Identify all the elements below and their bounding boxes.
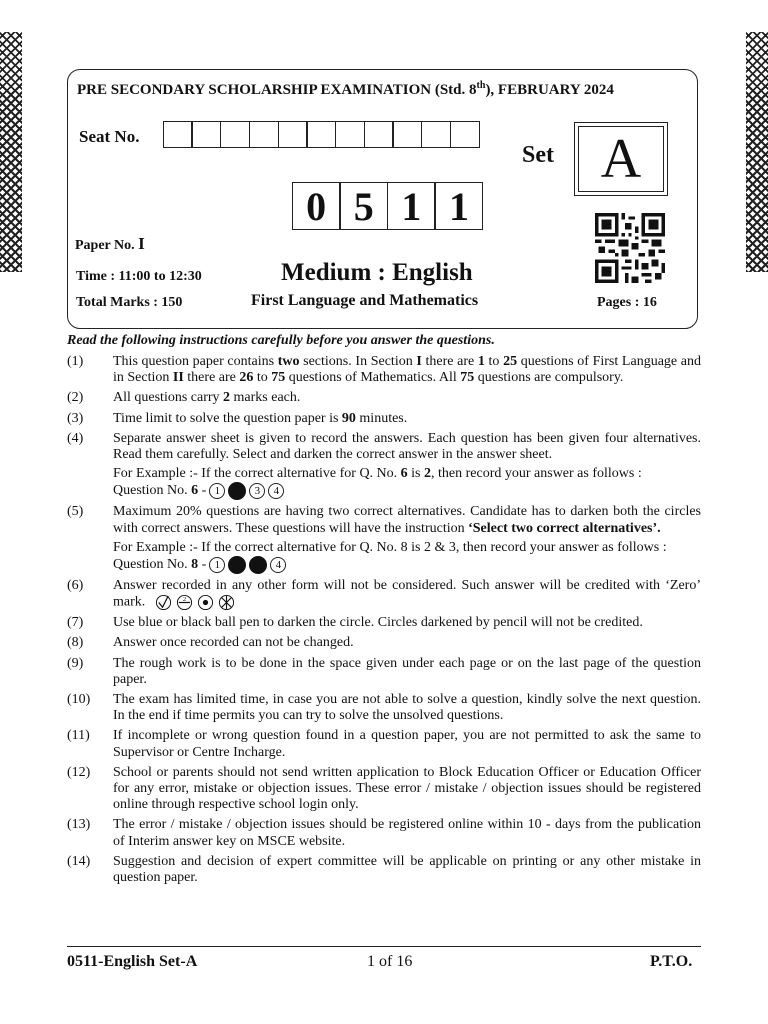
seat-number-box[interactable] (335, 121, 365, 148)
instruction-item (67, 431, 701, 501)
instruction-item (67, 656, 701, 688)
instruction-item (67, 692, 701, 724)
seat-number-box[interactable] (421, 121, 451, 148)
instruction-text: Answer once recorded can not be changed. (113, 635, 354, 651)
instruction-example: For Example :- If the correct alternative for Q. No. 8 is 2 & 3, then record your answer as follows : Question No. 8 - 1 4 (113, 540, 701, 574)
paper-code-boxes (293, 182, 483, 230)
total-marks: Total Marks : 150 (76, 295, 183, 310)
instruction-number: (10) (67, 692, 91, 708)
instruction-number: (8) (67, 635, 84, 651)
paper-code-digit: 1 (387, 182, 436, 230)
header-box (67, 69, 698, 329)
seat-number-box[interactable] (249, 121, 279, 148)
paper-code-digit: 0 (292, 182, 341, 230)
instruction-number: (9) (67, 655, 84, 671)
set-box (574, 122, 668, 196)
instruction-text: Maximum 20% questions are having two correct alternatives. Candidate has to darken both the circles with correct answers. These questions will have the instruction ‘Select two correct alternatives’. For Example :- If the correct alternative for Q. No. 8 is 2 & 3, then record your answer as follows : Question No. 8 - 1 4 (113, 504, 701, 574)
seat-number-box[interactable] (278, 121, 308, 148)
answer-bubble-filled (228, 482, 246, 500)
instruction-text: The error / mistake / objection issues should be registered online within 10 - days from the publication of Interim answer key on MSCE website. (113, 817, 701, 849)
instruction-item (67, 765, 701, 814)
instruction-number: (4) (67, 430, 84, 446)
instruction-text: The exam has limited time, in case you are not able to solve a question, kindly solve the next question. In the end if time permits you can try to solve the unsolved questions. (113, 692, 701, 724)
answer-bubble: 1 (209, 483, 225, 499)
seat-number-box[interactable] (163, 121, 193, 148)
paper-code-digit: 1 (434, 182, 483, 230)
svg-text:2: 2 (183, 596, 187, 604)
instruction-text: If incomplete or wrong question found in a question paper, you are not permitted to ask the same to Supervisor or Centre Incharge. (113, 728, 701, 760)
instruction-text: All questions carry 2 marks each. (113, 390, 301, 406)
seat-number-box[interactable] (306, 121, 336, 148)
seat-number-label: Seat No. (79, 127, 140, 146)
instruction-item (67, 854, 701, 886)
subject: First Language and Mathematics (251, 292, 479, 309)
instructions-list (67, 354, 701, 890)
set-value: A (578, 126, 664, 192)
seat-number-box[interactable] (220, 121, 250, 148)
seat-number-box[interactable] (392, 121, 422, 148)
cross-circle-icon (218, 594, 235, 611)
instruction-text: Use blue or black ball pen to darken the circle. Circles darkened by pencil will not be credited. (113, 615, 643, 631)
answer-bubble-filled (228, 556, 246, 574)
paper-code-digit: 5 (339, 182, 388, 230)
instruction-text: The rough work is to be done in the space given under each page or on the last page of the question paper. (113, 655, 701, 687)
instruction-item (67, 817, 701, 849)
medium: Medium : English (281, 259, 473, 286)
instruction-example: For Example :- If the correct alternative for Q. No. 6 is 2, then record your answer as follows : Question No. 6 - 1 3 4 (113, 466, 701, 500)
instruction-item (67, 615, 701, 631)
invalid-mark-examples (155, 594, 235, 611)
answer-bubble: 1 (209, 557, 225, 573)
seat-number-box[interactable] (191, 121, 221, 148)
instruction-item (67, 504, 701, 574)
left-margin-pattern (0, 32, 22, 272)
instruction-text: Suggestion and decision of expert committee will be applicable on printing or any other mistake in question paper. (113, 853, 701, 886)
answer-bubble: 4 (270, 557, 286, 573)
footer-pto: P.T.O. (650, 953, 693, 970)
instruction-number: (7) (67, 615, 84, 631)
instruction-number: (1) (67, 354, 84, 369)
instruction-number: (2) (67, 390, 84, 406)
seat-number-box[interactable] (364, 121, 394, 148)
instruction-text: Separate answer sheet is given to record the answers. Each question has been given four alternatives. Read them carefully. Select and darken the correct answer in the answer sheet. For Example :- If the correct alternative for Q. No. 6 is 2, then record your answer as follows : Question No. 6 - 1 3 4 (113, 431, 701, 501)
set-label: Set (522, 142, 554, 168)
instruction-text: This question paper contains two sections. In Section I there are 1 to 25 questions of First Language and in Section II there are 26 to 75 questions of Mathematics. All 75 questions are compulsory. (113, 354, 701, 386)
instruction-text: School or parents should not send written application to Block Education Officer or Education Officer for any error, mistake or objection issues. These error / mistake / objection issues should be registered online through respective school login only. (113, 764, 701, 813)
right-margin-pattern (746, 32, 768, 272)
exam-title: PRE SECONDARY SCHOLARSHIP EXAMINATION (Std. 8th), FEBRUARY 2024 (77, 80, 614, 98)
seat-number-box[interactable] (450, 121, 480, 148)
footer-paper-code: 0511-English Set-A (67, 953, 198, 970)
instruction-text: Time limit to solve the question paper is 90 minutes. (113, 410, 408, 426)
instruction-number: (5) (67, 504, 84, 520)
footer-rule (67, 946, 701, 947)
instruction-item (67, 411, 701, 427)
instruction-text: Answer recorded in any other form will not be considered. Such answer will be credited with ‘Zero’ mark. 2 (113, 578, 701, 610)
instruction-number: (12) (67, 764, 91, 780)
instruction-number: (14) (67, 853, 91, 869)
instruction-number: (13) (67, 817, 91, 833)
dot-circle-icon (197, 594, 214, 611)
qr-code (594, 213, 666, 283)
instructions-heading: Read the following instructions carefully before you answer the questions. (67, 333, 495, 348)
tick-mark-circle-icon (155, 594, 172, 611)
answer-bubble: 4 (268, 483, 284, 499)
answer-bubble-filled (249, 556, 267, 574)
instruction-item (67, 635, 701, 651)
instruction-number: (11) (67, 728, 90, 744)
answer-bubble: 3 (249, 483, 265, 499)
instruction-number: (3) (67, 410, 84, 426)
instruction-item (67, 354, 701, 386)
page-count: Pages : 16 (597, 295, 657, 310)
exam-time: Time : 11:00 to 12:30 (76, 269, 202, 284)
paper-number: Paper No. I (75, 234, 145, 253)
instruction-number: (6) (67, 578, 84, 594)
dash-circle-icon (176, 594, 193, 611)
footer-page-number: 1 of 16 (367, 953, 413, 970)
instruction-item (67, 728, 701, 760)
instruction-item (67, 390, 701, 406)
seat-number-boxes[interactable] (164, 121, 480, 148)
instruction-item (67, 578, 701, 611)
